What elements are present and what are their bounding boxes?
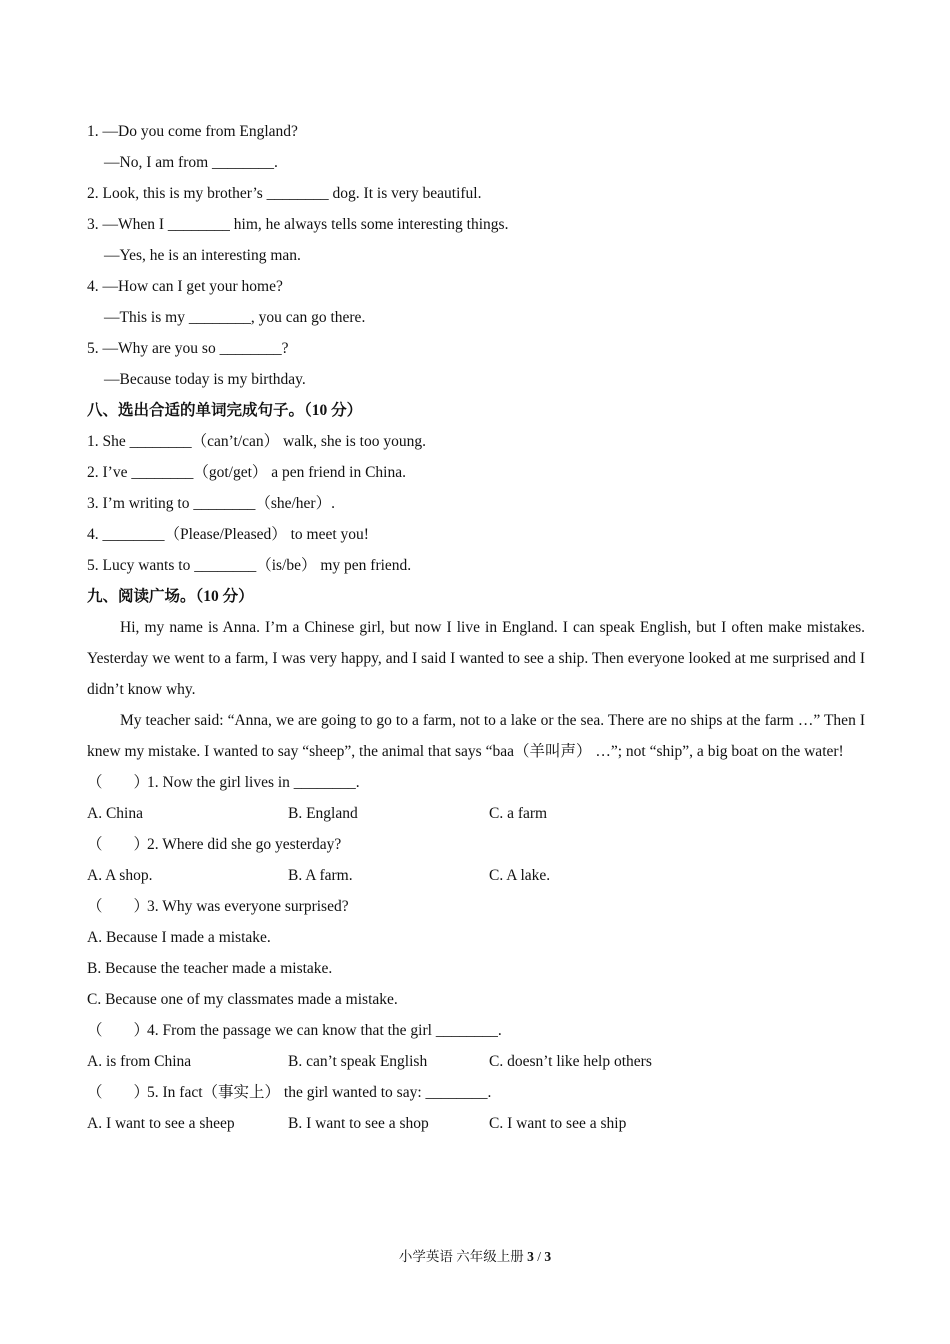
worksheet-page	[87, 116, 865, 1139]
s7-a4: —This is my ________, you can go there.	[104, 309, 366, 326]
footer-label: 小学英语 六年级上册	[398, 1249, 528, 1264]
option-b: B. England	[288, 805, 358, 822]
page-number: 3	[527, 1249, 534, 1264]
option-a: A. China	[87, 805, 143, 822]
s7-q2: 2. Look, this is my brother’s ________ dog. It is very beautiful.	[87, 185, 482, 202]
answer-paren: （ ）	[87, 1084, 150, 1101]
s8-item-1: 1. She ________（can’t/can） walk, she is too young.	[87, 433, 426, 450]
s8-item-3: 3. I’m writing to ________（she/her）.	[87, 495, 335, 512]
option-c: C. I want to see a ship	[489, 1115, 627, 1132]
option-c: C. Because one of my classmates made a mistake.	[87, 991, 398, 1008]
page-total: 3	[544, 1249, 552, 1264]
s7-q5: 5. —Why are you so ________?	[87, 340, 289, 357]
s7-q4: 4. —How can I get your home?	[87, 278, 283, 295]
reading-question-4	[87, 1015, 865, 1046]
section9-heading: 九、阅读广场。（10 分）	[87, 588, 254, 605]
section7-list	[87, 116, 865, 395]
answer-paren: （ ）	[87, 836, 150, 853]
page-separator: /	[533, 1249, 545, 1264]
option-a: A. is from China	[87, 1053, 192, 1070]
s7-q3: 3. —When I ________ him, he always tells some interesting things.	[87, 216, 509, 233]
page-footer	[0, 1245, 950, 1265]
answer-paren: （ ）	[87, 1022, 150, 1039]
option-b: B. Because the teacher made a mistake.	[87, 960, 333, 977]
option-b: B. I want to see a shop	[288, 1115, 429, 1132]
section8-heading: 八、选出合适的单词完成句子。（10 分）	[87, 402, 363, 419]
option-c: C. doesn’t like help others	[489, 1053, 652, 1070]
s8-item-4: 4. ________（Please/Pleased） to meet you!	[87, 526, 369, 543]
question-text: 5. In fact（事实上） the girl wanted to say: ________.	[147, 1084, 492, 1101]
option-c: C. A lake.	[489, 867, 551, 884]
s7-a1: —No, I am from ________.	[104, 154, 278, 171]
q5-options	[87, 1108, 865, 1139]
reading-question-5	[87, 1077, 865, 1108]
s7-a3: —Yes, he is an interesting man.	[104, 247, 301, 264]
answer-paren: （ ）	[87, 774, 150, 791]
s8-item-2: 2. I’ve ________（got/get） a pen friend in China.	[87, 464, 406, 481]
reading-paragraph-2: My teacher said: “Anna, we are going to go to a farm, not to a lake or the sea. There are no ships at the farm …” Then I knew my mistake. I wanted to say “sheep”, the animal that says “baa（羊叫声） …”; not “ship”, a big boat on the water!	[87, 712, 865, 760]
s8-item-5: 5. Lucy wants to ________（is/be） my pen friend.	[87, 557, 412, 574]
question-text: 3. Why was everyone surprised?	[147, 898, 349, 915]
q4-options	[87, 1046, 865, 1077]
option-c: C. a farm	[489, 805, 548, 822]
question-text: 4. From the passage we can know that the girl ________.	[147, 1022, 502, 1039]
answer-paren: （ ）	[87, 898, 150, 915]
option-a: A. A shop.	[87, 867, 153, 884]
reading-question-3	[87, 891, 865, 922]
s7-a5: —Because today is my birthday.	[104, 371, 306, 388]
option-b: B. can’t speak English	[288, 1053, 428, 1070]
question-text: 1. Now the girl lives in ________.	[147, 774, 360, 791]
section8-list	[87, 426, 865, 581]
reading-question-1	[87, 767, 865, 798]
option-a: A. Because I made a mistake.	[87, 929, 271, 946]
option-a: A. I want to see a sheep	[87, 1115, 235, 1132]
q1-options	[87, 798, 865, 829]
reading-question-2	[87, 829, 865, 860]
q2-options	[87, 860, 865, 891]
reading-paragraph-1: Hi, my name is Anna. I’m a Chinese girl, but now I live in England. I can speak English, but I often make mistakes. Yesterday we went to a farm, I was very happy, and I said I wanted to see a ship. Then everyone looked at me surprised and I didn’t know why.	[87, 619, 865, 698]
question-text: 2. Where did she go yesterday?	[147, 836, 342, 853]
s7-q1: 1. —Do you come from England?	[87, 123, 298, 140]
option-b: B. A farm.	[288, 867, 353, 884]
